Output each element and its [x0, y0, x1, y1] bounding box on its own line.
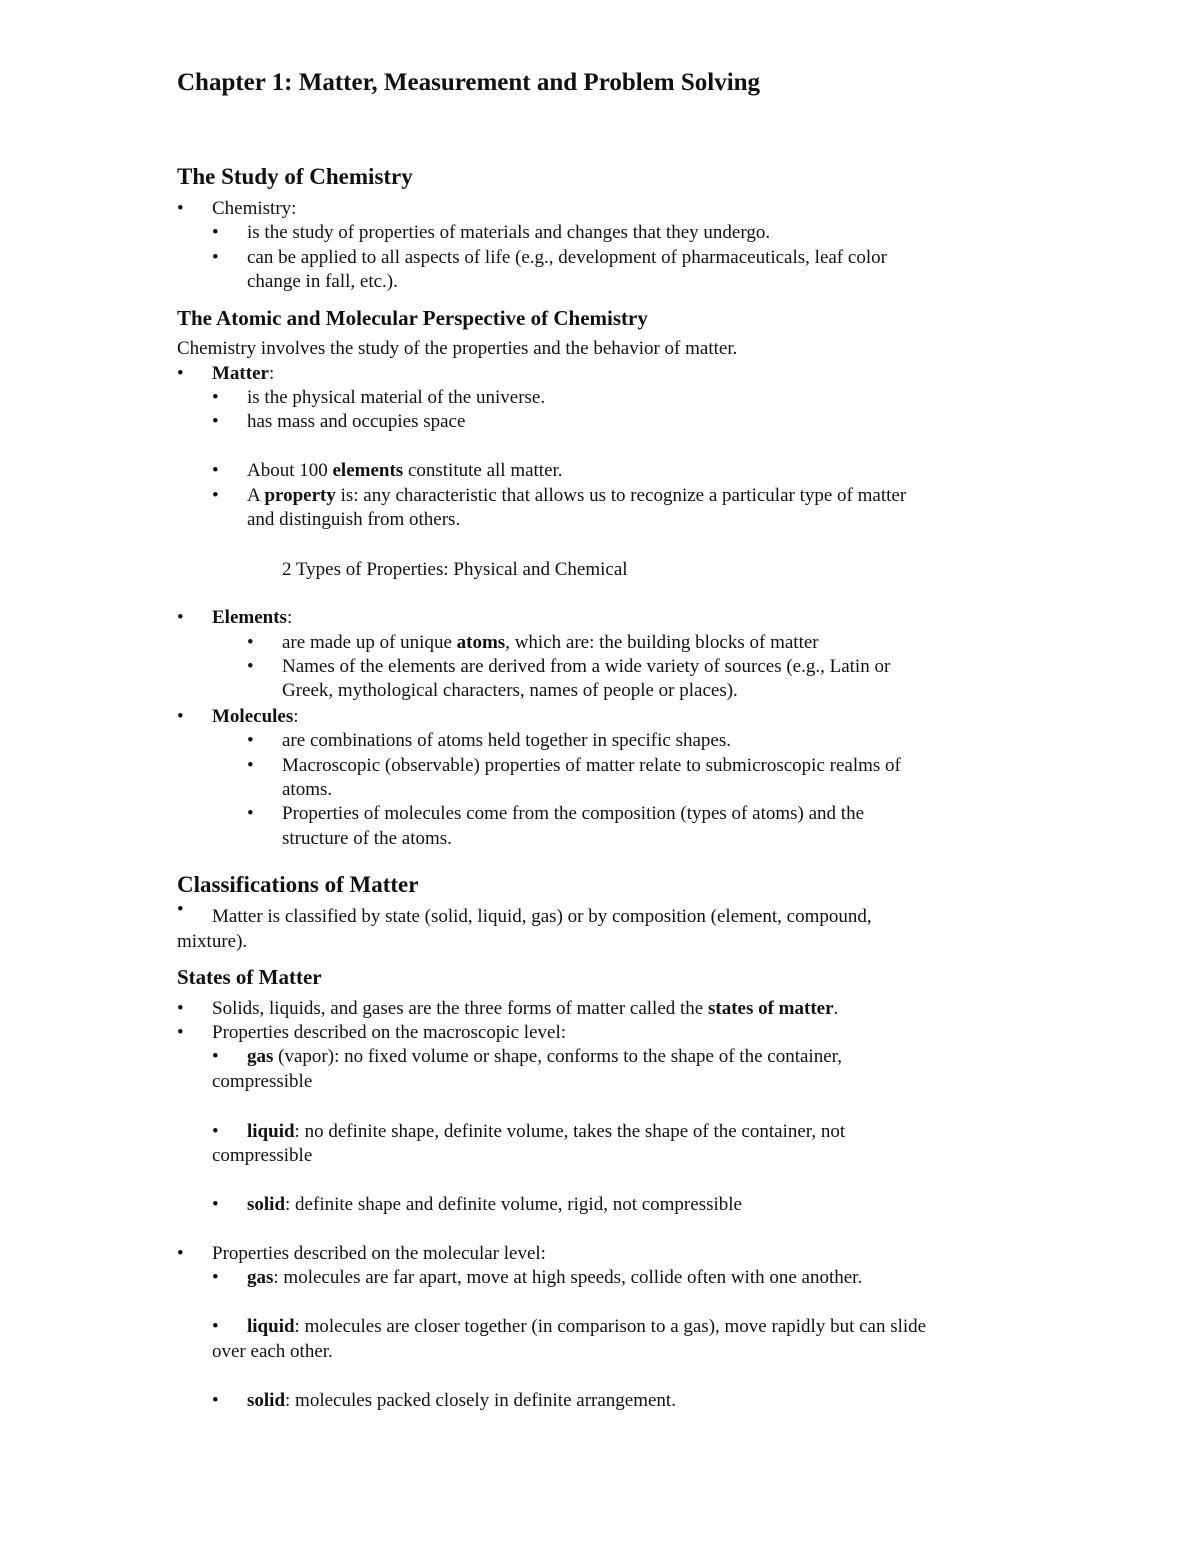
chemistry-label: Chemistry:: [212, 198, 297, 219]
bullet: •: [212, 1267, 219, 1288]
molecules-label: Molecules:: [212, 706, 299, 727]
bullet: •: [212, 460, 219, 481]
list-item: are combinations of atoms held together in specific shapes.: [282, 730, 732, 751]
list-item: are made up of unique atoms, which are: the building blocks of matter: [282, 632, 819, 653]
list-item: gas (vapor): no fixed volume or shape, conforms to the shape of the container,: [247, 1046, 842, 1067]
bullet: •: [212, 247, 219, 268]
bullet: •: [212, 1121, 219, 1142]
list-item: has mass and occupies space: [247, 411, 466, 432]
heading-states-of-matter: States of Matter: [177, 965, 322, 989]
list-item: gas: molecules are far apart, move at high speeds, collide often with one another.: [247, 1267, 863, 1288]
bullet: •: [212, 485, 219, 506]
list-item: is the physical material of the universe.: [247, 387, 546, 408]
list-item-continued: and distinguish from others.: [247, 509, 461, 530]
list-item-continued: compressible: [212, 1071, 313, 1092]
elements-label: Elements:: [212, 607, 293, 628]
bullet: •: [247, 632, 254, 653]
bullet: •: [212, 222, 219, 243]
bullet: •: [177, 607, 184, 628]
bullet: •: [247, 730, 254, 751]
heading-atomic-molecular-perspective: The Atomic and Molecular Perspective of Chemistry: [177, 306, 648, 330]
paragraph: Chemistry involves the study of the properties and the behavior of matter.: [177, 338, 738, 359]
list-item: About 100 elements constitute all matter.: [247, 460, 563, 481]
list-item-continued: atoms.: [282, 779, 333, 800]
bullet: •: [212, 1390, 219, 1411]
bullet: •: [177, 363, 184, 384]
bullet: •: [177, 706, 184, 727]
heading-study-of-chemistry: The Study of Chemistry: [177, 164, 413, 189]
list-item: Macroscopic (observable) properties of matter relate to submicroscopic realms of: [282, 755, 901, 776]
bullet: •: [212, 411, 219, 432]
bullet: •: [212, 387, 219, 408]
bullet: •: [177, 899, 184, 920]
property-types: 2 Types of Properties: Physical and Chemical: [282, 559, 628, 580]
list-item: can be applied to all aspects of life (e.g., development of pharmaceuticals, leaf color: [247, 247, 887, 268]
bullet: •: [212, 1316, 219, 1337]
list-item: A property is: any characteristic that allows us to recognize a particular type of matter: [247, 485, 907, 506]
list-item-continued: over each other.: [212, 1341, 333, 1362]
bullet: •: [177, 998, 184, 1019]
list-item: is the study of properties of materials and changes that they undergo.: [247, 222, 771, 243]
bullet: •: [212, 1194, 219, 1215]
list-item-continued: Greek, mythological characters, names of people or places).: [282, 680, 738, 701]
list-item: solid: molecules packed closely in definite arrangement.: [247, 1390, 676, 1411]
paragraph-continued: mixture).: [177, 931, 248, 952]
list-item: liquid: no definite shape, definite volume, takes the shape of the container, not: [247, 1121, 846, 1142]
list-item-continued: change in fall, etc.).: [247, 271, 398, 292]
list-item: Properties of molecules come from the composition (types of atoms) and the: [282, 803, 864, 824]
list-item-continued: structure of the atoms.: [282, 828, 452, 849]
chapter-title: Chapter 1: Matter, Measurement and Problem Solving: [177, 69, 761, 96]
paragraph: Matter is classified by state (solid, liquid, gas) or by composition (element, compound,: [212, 906, 872, 927]
list-item: Properties described on the molecular level:: [212, 1243, 546, 1264]
bullet: •: [247, 803, 254, 824]
bullet: •: [177, 198, 184, 219]
list-item: liquid: molecules are closer together (in comparison to a gas), move rapidly but can slide: [247, 1316, 927, 1337]
bullet: •: [212, 1046, 219, 1067]
list-item-continued: compressible: [212, 1145, 313, 1166]
list-item: solid: definite shape and definite volume, rigid, not compressible: [247, 1194, 742, 1215]
list-item: Solids, liquids, and gases are the three forms of matter called the states of matter.: [212, 998, 839, 1019]
bullet: •: [247, 755, 254, 776]
bullet: •: [177, 1022, 184, 1043]
list-item: Properties described on the macroscopic level:: [212, 1022, 567, 1043]
bullet: •: [247, 656, 254, 677]
bullet: •: [177, 1243, 184, 1264]
heading-classifications-of-matter: Classifications of Matter: [177, 872, 419, 897]
list-item: Names of the elements are derived from a wide variety of sources (e.g., Latin or: [282, 656, 891, 677]
matter-label: Matter:: [212, 363, 275, 384]
